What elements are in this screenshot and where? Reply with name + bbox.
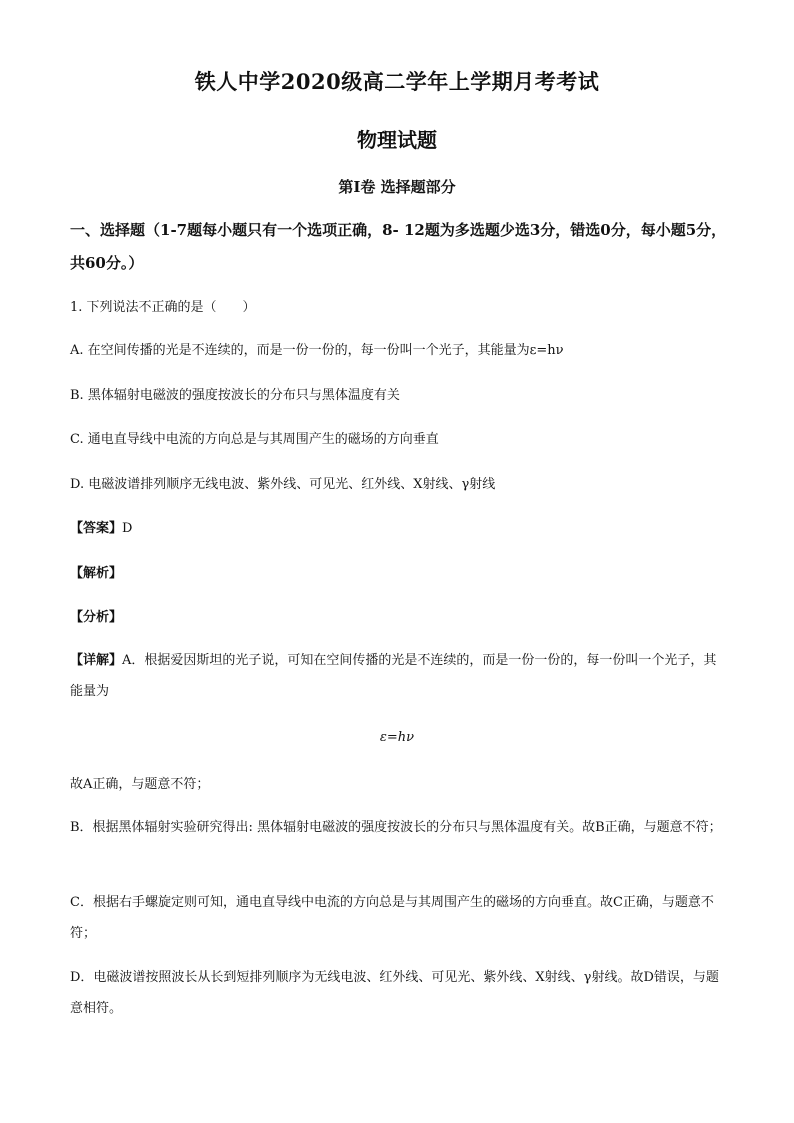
school-exam-title: 铁人中学2020级高二学年上学期月考考试: [194, 69, 600, 94]
answer-label: 【答案】: [70, 521, 123, 536]
question-1-option-b: B. 黑体辐射电磁波的强度按波长的分布只与黑体温度有关: [70, 388, 400, 403]
detail-d: D．电磁波谱按照波长从长到短排列顺序为无线电波、红外线、可见光、紫外线、X射线、γ射线。故D错误，与题意相符。: [70, 970, 719, 1016]
detail-a-conclusion: 故A正确，与题意不符；: [70, 777, 210, 792]
energy-formula: ε=hν: [379, 730, 415, 745]
answer-line: [70, 518, 730, 540]
detail-a-text: A．根据爱因斯坦的光子说，可知在空间传播的光是不连续的，而是一份一份的，每一份叫一个光子，其能量为: [70, 653, 717, 699]
question-1-option-a: A. 在空间传播的光是不连续的，而是一份一份的，每一份叫一个光子，其能量为ε=hν: [70, 343, 564, 358]
section-heading: 一、选择题（1-7题每小题只有一个选项正确，8- 12题为多选题少选3分，错选0分，每小题5分，共60分。）: [70, 221, 727, 272]
fenxi-label: 【分析】: [70, 610, 123, 625]
jiexi-label: 【解析】: [70, 566, 123, 581]
detail-label: 【详解】: [70, 653, 123, 668]
question-1-option-c: C. 通电直导线中电流的方向总是与其周围产生的磁场的方向垂直: [70, 432, 439, 447]
detail-c: C．根据右手螺旋定则可知，通电直导线中电流的方向总是与其周围产生的磁场的方向垂直。故C正确，与题意不符；: [70, 895, 714, 941]
answer-value: D: [122, 521, 133, 536]
subject-title: 物理试题: [357, 128, 437, 152]
question-1-option-d: D. 电磁波谱排列顺序无线电波、紫外线、可见光、红外线、X射线、γ射线: [70, 477, 496, 492]
part-title: 第I卷 选择题部分: [338, 178, 456, 196]
detail-a: [70, 645, 726, 707]
detail-b: B．根据黑体辐射实验研究得出: 黑体辐射电磁波的强度按波长的分布只与黑体温度有关。故B正确，与题意不符；: [70, 820, 722, 835]
question-1-stem: 1. 下列说法不正确的是（ ）: [70, 300, 256, 315]
